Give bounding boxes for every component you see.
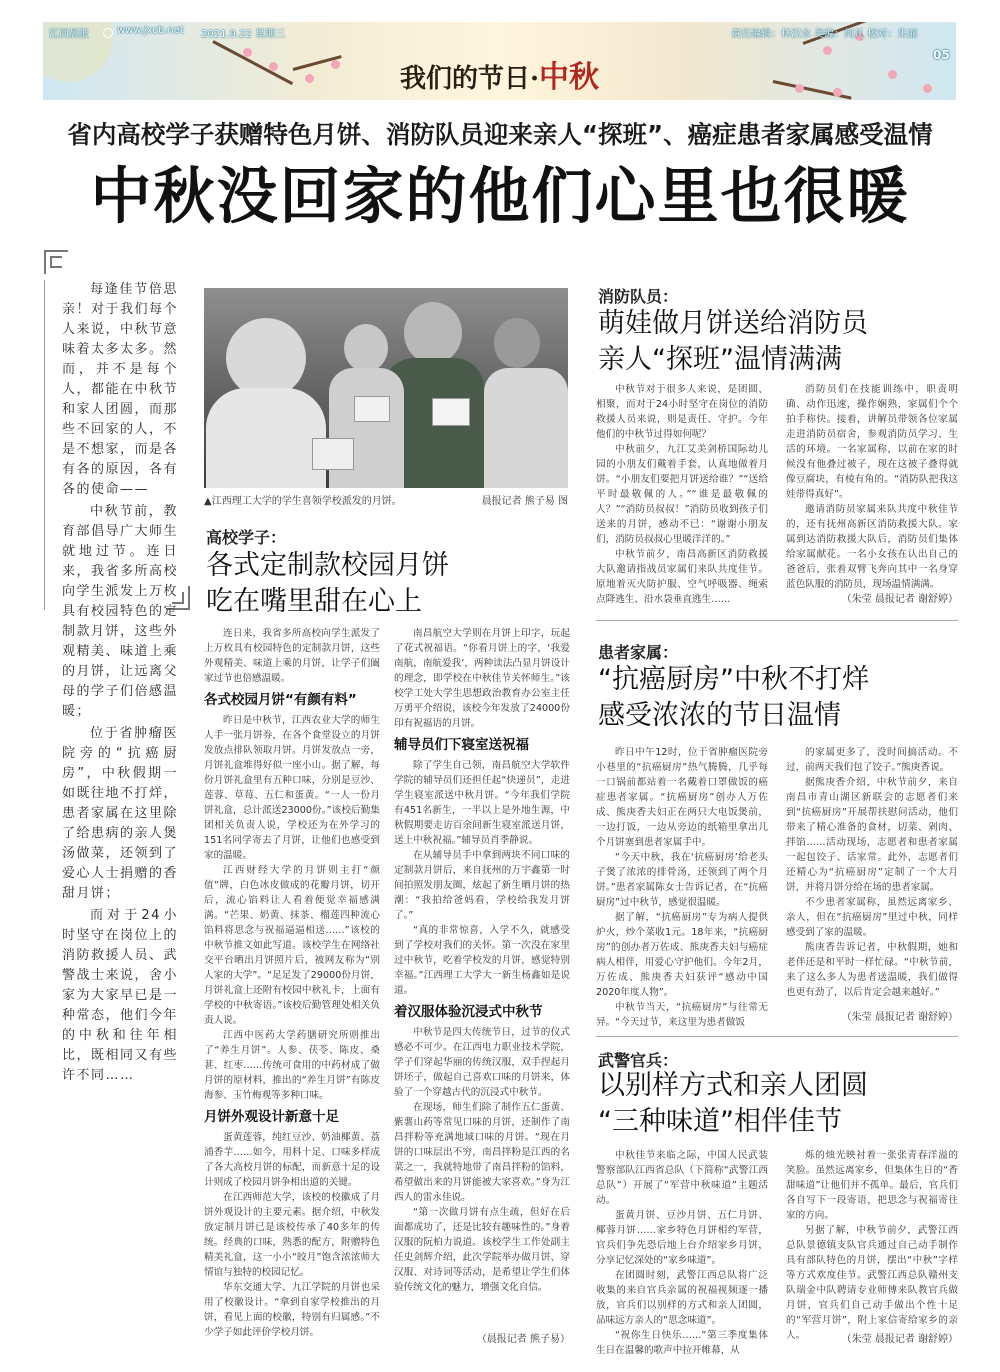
article-paragraph: 连日来，我省多所高校向学生派发了上万枚具有校园特色的定制款月饼，这些外观精美、味道上乘的月饼，让学子们阖家过节也倍感温暖。 xyxy=(204,628,380,684)
article-paragraph: 据熊庚香介绍，中秋节前夕，来自南昌市青山湖区新联会的志愿者们来到“抗癌厨房”开展帮扶慰问活动，他们带来了精心准备的食材，切菜、剁肉、拌馅……活动现场，志愿者和患者家属一起包饺子、话家常。此外，志愿者们还精心为“抗癌厨房”定制了一个大月饼，并将月饼分给在场的患者家属。 xyxy=(786,777,958,893)
mooncake-box xyxy=(354,396,390,422)
article-column xyxy=(596,1148,768,1358)
person-silhouette xyxy=(404,302,462,364)
section-title-line: “抗癌厨房”中秋不打烊 xyxy=(598,664,869,695)
article-paragraph: “第一次做月饼有点生疏，但好在后面都成功了，还是比较有趣味性的。”身着汉服的阮柏力说道。该校学生工作处副主任史剑辉介绍，此次学院举办做月饼、穿汉服、对诗词等活动，是希望让学生们体验传统文化的魅力，增强文化自信。 xyxy=(394,1207,570,1293)
headline: 中秋没回家的他们心里也很暖 xyxy=(90,161,910,232)
left-rule xyxy=(44,280,45,610)
article-subheading: 着汉服体验沉浸式中秋节 xyxy=(394,1004,543,1020)
paper-name: 江西晨报 xyxy=(49,29,89,40)
section-title xyxy=(206,548,449,620)
article-paragraph: 中秋佳节来临之际，中国人民武装警察部队江西省总队（下简称“武警江西总队”）开展了“军营中秋味道”主题活动。 xyxy=(596,1150,768,1206)
section-divider xyxy=(596,1036,958,1037)
article-paragraph: 中秋节前夕，南昌高新区消防救援大队邀请指战员家属们来队共度佳节。原地着灭火防护服、空气呼吸器、绳索点降逃生、沿水袋垂直逃生…… xyxy=(596,549,768,605)
section-title xyxy=(598,662,869,734)
editor-credits: 责任编辑：林汉水 美编：何凡 校对：朱丽 xyxy=(731,29,918,40)
article-paragraph: “真的非常惊喜，入学不久，就感受到了学校对我们的关怀。第一次没在家里过中秋节，吃着学校发的月饼，感觉特别幸福。”江西理工大学大一新生杨鑫如是说道。 xyxy=(394,925,570,996)
article-column xyxy=(786,382,958,592)
article-paragraph: 中秋前夕，九江艾美剑桥国际幼儿园的小朋友们戴着手套，认真地做着月饼。“小朋友们要把月饼送给谁？”“送给平时最敬佩的人。”“谁是最敬佩的人？”“消防员叔叔！”消防员收到孩子们送来的月饼，感动不已：“谢谢小朋友们，消防员叔叔心里暖洋洋的。” xyxy=(596,444,768,545)
section-title-line: 感受浓浓的节日温情 xyxy=(598,700,841,731)
article-paragraph: 昨日是中秋节，江西农业大学的师生人手一张月饼券，在各个食堂设立的月饼发放点排队领取月饼。月饼发放点一旁，月饼礼盒堆得好似一座小山。据了解，每份月饼礼盒里有五种口味，分别是豆沙、莲蓉、草莓、五仁和蛋黄。“一人一份月饼礼盒，总计派送23000份。”该校后勤集团相关负责人说，学校还为在外学习的151名同学寄去了月饼，让他们也感受到家的温暖。 xyxy=(204,715,380,861)
article-paragraph: 熊庚香告诉记者，中秋假期，她和老伴还是和平时一样忙碌。“中秋节前，来了这么多人为患者送温暖，我们做得也更有劲了，以后肯定会越来越好。” xyxy=(786,942,958,998)
fret-ornament xyxy=(44,250,74,280)
intro-paragraph: 位于省肿瘤医院旁的“抗癌厨房”，中秋假期一如既往地不打烊，患者家属在这里除了给患病的亲人煲汤做菜，还领到了爱心人士捐赠的香甜月饼； xyxy=(62,726,179,901)
byline xyxy=(394,1332,570,1347)
byline xyxy=(786,1332,958,1347)
byline xyxy=(786,592,958,607)
article-paragraph: 江西中医药大学药膳研究所则推出了“养生月饼”。人参、茯苓、陈皮、桑葚、红枣……传统可食用的中药材成了做月饼的原材料，推出的“养生月饼”有陈皮海参、玉竹梅观等多种口味。 xyxy=(204,1030,380,1101)
section-title xyxy=(598,306,868,378)
issue-date: 2021.9.22 星期三 xyxy=(201,29,286,40)
column-title-main: 我们的节日· xyxy=(399,64,540,94)
article-paragraph: “今天中秋，我在‘抗癌厨房’给老头子煲了浓浓的排骨汤，还领到了两个月饼。”患者家属陈女士告诉记者，在“抗癌厨房”过中秋节，感觉很温暖。 xyxy=(596,852,768,908)
photo-caption xyxy=(204,492,568,507)
web-icon xyxy=(103,28,113,38)
person-silhouette xyxy=(226,318,306,398)
byline-text: （朱莹 晨报记者 谢舒婷） xyxy=(841,1012,958,1023)
article-paragraph: 在江西师范大学，该校的校徽成了月饼外观设计的主要元素。据介绍，中秋发放定制月饼已是该校传承了40多年的传统。经典的口味，熟悉的配方，附赠特色精美礼盒，这一小小“皎月”饱含浓浓师大情谊与独特的校园记忆。 xyxy=(204,1192,380,1278)
section-title-line: 亲人“探班”温情满满 xyxy=(598,344,842,375)
person-silhouette xyxy=(484,368,568,488)
intro-paragraph: 每逢佳节倍思亲！对于我们每个人来说，中秋节意味着太多太多。然而，并不是每个人，都能在中秋节和家人团圆，而那些不回家的人，不是不想家，而是各有各的原因，各有各的使命—— xyxy=(62,282,179,497)
news-photo xyxy=(204,288,568,488)
section-divider xyxy=(596,620,958,621)
article-subheading: 辅导员们下寝室送祝福 xyxy=(394,737,529,753)
article-paragraph: 在从辅导员手中拿到两块不同口味的定制款月饼后，来自抚州的万宇鑫第一时间拍照发朋友圈，炫起了新生晒月饼的热潮：“我拍给爸妈看，学校给我发月饼了。” xyxy=(394,850,570,921)
article-paragraph: 在团圆时刻，武警江西总队将广泛收集的来自官兵亲属的祝福视频逐一播放，官兵们以别样的方式和亲人团圆，品味远方亲人的“思念味道”。 xyxy=(596,1270,768,1326)
mooncake-box xyxy=(312,438,354,470)
byline-text: （朱莹 晨报记者 谢舒婷） xyxy=(841,1334,958,1345)
photo-credit: 晨报记者 熊子易 图 xyxy=(481,496,568,507)
intro-paragraph: 而对于24小时坚守在岗位上的消防救援人员、武警战士来说，舍小家为大家早已是一种常态，他们今年的中秋和往年相比，既相同又有些许不同…… xyxy=(62,908,179,1083)
website: www.jxcb.net xyxy=(117,25,184,36)
article-paragraph: 另据了解，中秋节前夕，武警江西总队景德镇支队官兵通过自己动手制作具有部队特色的月饼，摆出“中秋”字样等方式欢度佳节。武警江西总队赣州支队瑞金中队聘请专业师傅来队教官兵做月饼，官兵们自己动手做出个性十足的“军营月饼”，附上家信寄给家乡的亲人。 xyxy=(786,1225,958,1341)
article-paragraph: 中秋节是四大传统节日，过节的仪式感必不可少。在江西电力职业技术学院，学子们穿起华丽的传统汉服，双手捏起月饼坯子，做起自己喜欢口味的月饼来，体验了一个穿越古代的沉浸式中秋节。 xyxy=(394,1027,570,1098)
section-label: 高校学子： xyxy=(206,528,287,547)
article-paragraph: “祝你生日快乐……”第三季度集体生日在温馨的歌声中拉开帷幕，从 xyxy=(596,1330,768,1356)
column-title xyxy=(43,52,956,96)
article-paragraph: 消防员们在技能训练中，职责明确、动作迅速，操作娴熟，家属们个个拍手称快。接着，讲解员带领各位家属走进消防员宿舍，参观消防员学习、生活的环境。一名家属称，以前在家的时候没有他叠过被子，现在这被子叠得就像豆腐块，有棱有角的。“消防队把我这娃带得真好”。 xyxy=(786,384,958,500)
article-paragraph: 中秋节当天，“抗癌厨房”与往常无异。“今天过节，来这里为患者做饭 xyxy=(596,1002,768,1028)
person-silhouette xyxy=(206,388,326,488)
section-title-line: 萌娃做月饼送给消防员 xyxy=(598,308,868,339)
byline-text: （晨报记者 熊子易） xyxy=(476,1334,570,1345)
article-paragraph: 在现场，师生们除了制作五仁蛋黄、紫薯山药等常见口味的月饼，还制作了南昌拌粉等充满地域口味的月饼。“现在月饼的口味层出不穷，南昌拌粉是江西的名菜之一，我就特地带了南昌拌粉的馅料，希望做出来的月饼能被大家喜欢。”身为江西人的雷永佳说。 xyxy=(394,1102,570,1203)
article-paragraph: 据了解，“抗癌厨房”专为病人提供炉火，炒个菜收1元。18年来，“抗癌厨房”的创办者万佐成、熊庚香夫妇与癌症病人相伴，用爱心守护他们。今年2月，万佐成、熊庚香夫妇获评“感动中国2020年度人物”。 xyxy=(596,912,768,998)
caption-text: ▲江西理工大学的学生喜领学校派发的月饼。 xyxy=(204,496,402,507)
subheadline: 省内高校学子获赠特色月饼、消防队员迎来亲人“探班”、癌症患者家属感受温情 xyxy=(67,120,933,149)
byline-text: （朱莹 晨报记者 谢舒婷） xyxy=(841,594,958,605)
page-number: 05 xyxy=(933,48,950,62)
person-silhouette xyxy=(494,318,540,368)
section-label: 患者家属： xyxy=(598,643,679,662)
article-column xyxy=(596,745,768,1030)
article-paragraph: 邀请消防员家属来队共度中秋佳节的，还有抚州高新区消防救援大队。家属到达消防救援大队后，消防员们集体给家属献花。一名小女孩在认出自己的爸爸后，张着双臂飞奔向其中一名身穿蓝色队服的消防员，现场温情满满。 xyxy=(786,504,958,590)
article-paragraph: 南昌航空大学则在月饼上印字，玩起了花式祝福语。“你看月饼上的字，‘我爱南航，南航爱我’，两种读法凸显月饼设计的理念，即学校在中秋佳节关怀师生。”该校学工处大学生思想政治教育办公室主任万勇平介绍说，该校今年发放了24000份印有祝福语的月饼。 xyxy=(394,628,570,729)
article-paragraph: 蛋黄月饼、豆沙月饼、五仁月饼、椰蓉月饼……家乡特色月饼相约军营，官兵们争先恐后地上台介绍家乡月饼，分享记忆深处的“家乡味道”。 xyxy=(596,1210,768,1266)
article-paragraph: 蛋黄莲蓉，纯红豆沙、奶油椰黄、荔浦香芋……如今，用料十足、口味多样成了各大高校月饼的标配，而新意十足的设计则成了校园月饼争相出道的关键。 xyxy=(204,1132,380,1188)
article-paragraph: 烁的烛光映衬着一张张青春洋溢的笑脸。虽然远离家乡，但集体生日的“香甜味道”让他们并不孤单。最后，官兵们各自写下一段寄语，把思念与祝福寄往家的方向。 xyxy=(786,1150,958,1221)
masthead-banner xyxy=(43,22,956,100)
article-column xyxy=(786,745,958,1000)
article-subheading: 各式校园月饼“有颜有料” xyxy=(204,692,357,708)
section-title-line: 各式定制款校园月饼 xyxy=(206,550,449,581)
section-title-line: 吃在嘴里甜在心上 xyxy=(206,586,422,617)
person-silhouette xyxy=(329,368,404,488)
mooncake-box xyxy=(432,398,470,426)
article-subheading: 月饼外观设计新意十足 xyxy=(204,1109,339,1125)
column-title-accent: 中秋 xyxy=(539,60,600,95)
article-paragraph: 的家属更多了，没时间搞活动。不过，前两天我们包了饺子。”熊庚香说。 xyxy=(786,747,958,773)
article-paragraph: 不少患者家属称，虽然远离家乡、亲人，但在“抗癌厨房”里过中秋，同样感受到了家的温暖。 xyxy=(786,897,958,938)
byline xyxy=(786,1010,958,1025)
article-column xyxy=(596,382,768,607)
intro-paragraph: 中秋节前，教育部倡导广大师生就地过节。连日来，我省多所高校向学生派发上万枚具有校园特色的定制款月饼，这些外观精美、味道上乘的月饼，让远离父母的学子们倍感温暖； xyxy=(62,504,179,719)
article-column xyxy=(204,626,380,1340)
article-paragraph: 除了学生自己领，南昌航空大学软件学院的辅导员们还担任起“快递员”，走进学生寝室派送中秋月饼。“今年我们学院有451名新生，一半以上是外地生源，中秋假期要走访百余间新生寝室派送月饼，送上中秋祝福。”辅导员肖季静说。 xyxy=(394,760,570,846)
article-column xyxy=(786,1148,958,1343)
article-paragraph: 昨日中午12时，位于省肿瘤医院旁小巷里的“抗癌厨房”热气腾腾，几乎每一口锅前都站着一名戴着口罩做饭的癌症患者家属。“抗癌厨房”创办人万佐成、熊庚香夫妇正在两只大电饭煲前，一边打饭，一边从旁边的纸箱里拿出几个月饼塞到患者家属手中。 xyxy=(596,747,768,848)
section-title-line: “三种味道”相伴佳节 xyxy=(598,1106,842,1137)
section-label: 消防队员： xyxy=(598,287,679,306)
article-paragraph: 中秋节对于很多人来说，是团圆、相聚，而对于24小时坚守在岗位的消防救援人员来说，则是责任、守护。今年他们的中秋节过得如何呢？ xyxy=(596,384,768,440)
article-column xyxy=(394,626,570,1295)
person-silhouette xyxy=(344,324,388,372)
intro-column xyxy=(62,280,178,1088)
section-title-line: 以别样方式和亲人团圆 xyxy=(598,1070,868,1101)
article-paragraph: 华东交通大学、九江学院的月饼也采用了校徽设计。“拿到自家学校推出的月饼，看见上面的校徽，特别有归属感。”不少学子如此评价学校月饼。 xyxy=(204,1282,380,1338)
article-paragraph: 江西财经大学的月饼则主打“颜值”牌，白色冰皮做成的花瓣月饼，切开后，流心馅料让人看着便觉幸福感满满。“芒果、奶黄、抹茶、榴莲四种流心馅料将思念与祝福逼逼相送……”该校的中秋节推文如此写道。该校学生在网络社交平台晒出月饼照片后，被网友称为“别人家的大学”。“足足发了29000份月饼，月饼礼盒上还附有校园中秋礼卡，上面有学校的中秋寄语。”该校后勤管理处相关负责人说。 xyxy=(204,865,380,1026)
section-label: 武警官兵： xyxy=(598,1051,679,1070)
section-title xyxy=(598,1068,868,1140)
